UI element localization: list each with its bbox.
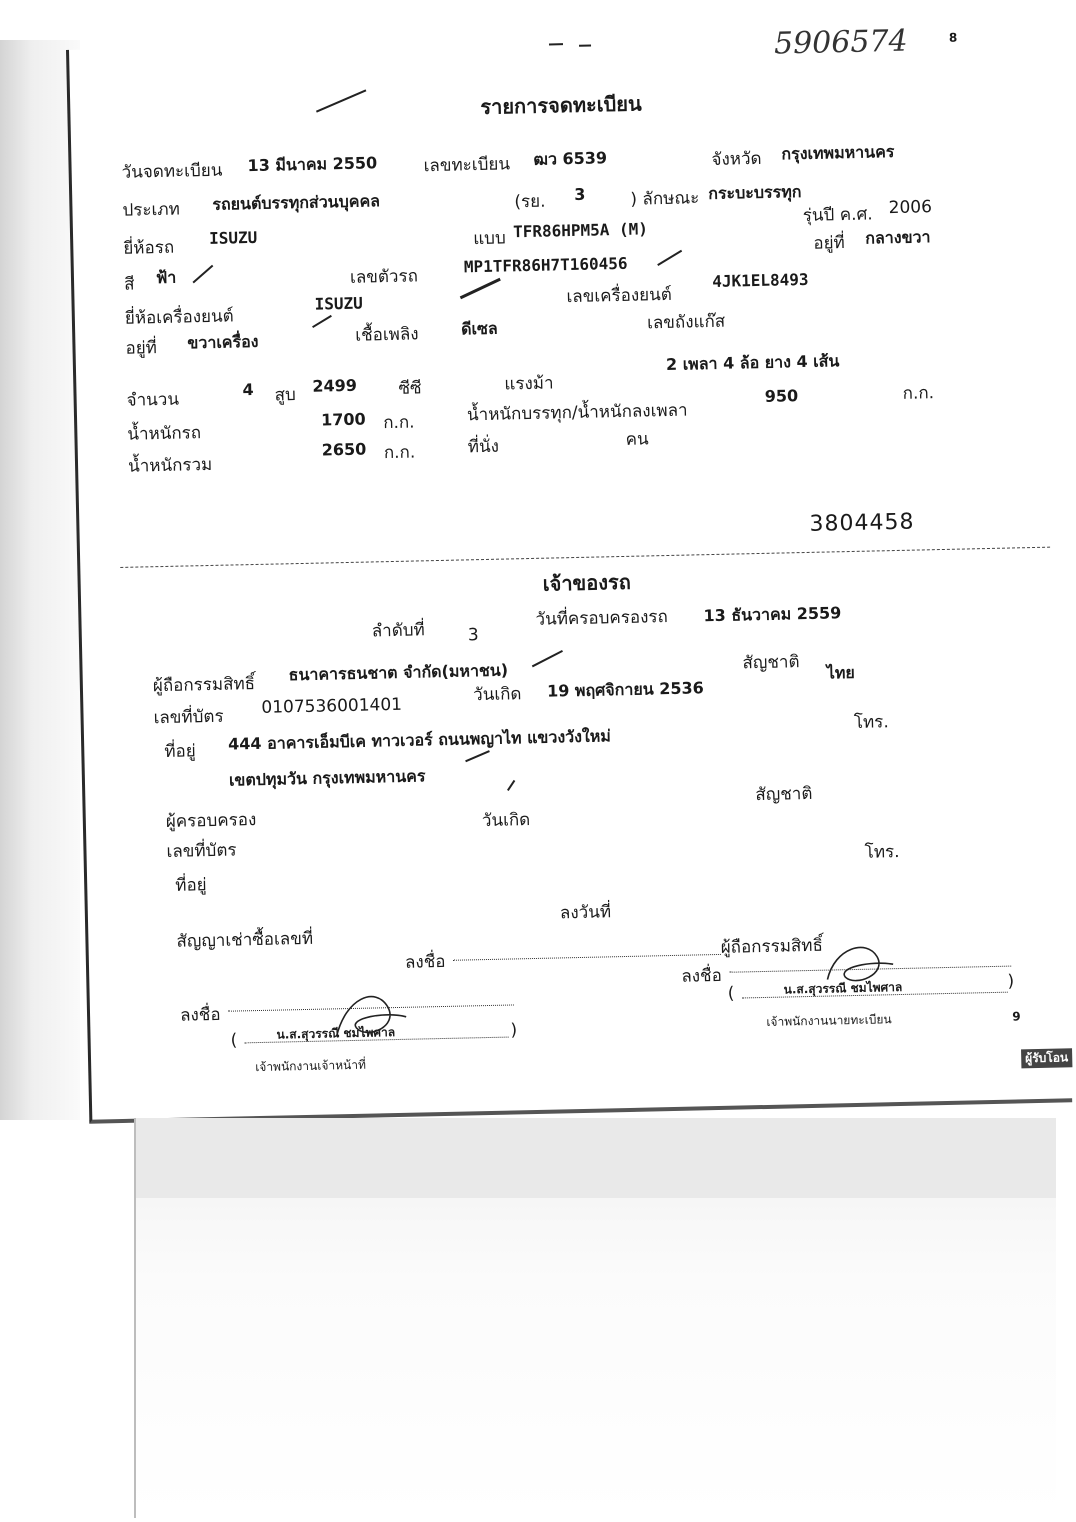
province-value: กรุงเทพมหานคร [781,141,895,164]
phone2-label: โทร. [864,842,900,863]
nationality2-label: สัญชาติ [755,783,813,806]
registration-page [66,23,1072,1124]
section-divider [120,547,1050,568]
province-label: จังหวัด [711,148,762,170]
weight-value: 1700 [320,409,366,430]
address-label: ที่อยู่ [164,741,196,763]
position-label: อยู่ที่ [813,233,846,254]
weight-label: น้ำหนักรถ [127,423,202,445]
seat-label: ที่นั่ง [467,436,500,458]
cc-value: 2499 [312,375,358,396]
gross-unit: ก.ก. [383,442,416,464]
reg-date-value: 13 มีนาคม 2550 [247,153,378,176]
sign-date-label: ลงวันที่ [559,902,612,924]
right-paren-close: ) [1007,971,1015,992]
card-value: 0107536001401 [261,694,403,718]
scan-mark [549,43,563,45]
gross-label: น้ำหนักรวม [127,454,213,477]
left-signature-scribble [326,987,417,1049]
order-label: ลำดับที่ [371,620,425,642]
owner-title: เจ้าของรถ [542,569,632,596]
engine-no-label: เลขเครื่องยนต์ [566,284,673,308]
left-officer-name: น.ส.สุวรรณี ชมไพศาล [276,1025,396,1042]
right-officer-name: น.ส.สุวรรณี ชมไพศาล [783,979,903,997]
characteristic-value: กระบะบรรทุก [708,181,802,204]
gas-tank-label: เลขถังแก๊ส [646,311,726,334]
cylinder-label: สูบ [274,385,296,406]
seat-unit: คน [625,429,649,450]
engine-pos-value: ขวาเครื่อง [187,331,259,353]
card-label: เลขที่บัตร [153,706,224,729]
left-paren-close: ) [510,1020,518,1041]
weight-unit: ก.ก. [382,412,415,434]
possession-label: วันที่ครอบครองรถ [535,607,669,630]
color-label: สี [123,274,135,295]
scan-shadow-strip [136,1118,1056,1198]
ry-value: 3 [574,184,586,204]
type-label: ประเภท [122,199,181,221]
engine-brand-label: ยี่ห้อเครื่องยนต์ [124,306,234,329]
fuel-label: เชื้อเพลิง [355,324,419,346]
engine-brand-value: ISUZU [314,293,363,314]
chassis-value: MP1TFR86H7T160456 [463,253,628,277]
check-mark [316,89,366,112]
fuel-value: ดีเซล [460,318,498,339]
engine-no-value: 4JK1EL8493 [711,269,809,291]
sign-label: ลงชื่อ [404,951,446,973]
address-value: 444 อาคารเอ็มบีเค ทาวเวอร์ ถนนพญาไท แขวงวังใหม่ [227,726,612,754]
plate-label: เลขทะเบียน [423,154,511,177]
right-officer-role: เจ้าพนักงานนายทะเบียน [766,1012,892,1029]
page-number-bottom: 9 [1012,1009,1021,1024]
phone-label: โทร. [853,712,889,733]
model-label: แบบ [473,228,506,250]
load-value: 950 [764,386,799,406]
nationality-label: สัญชาติ [742,652,800,674]
page-number-top: 8 [948,30,958,45]
address2-label: ที่อยู่ [175,875,207,896]
gross-value: 2650 [321,439,367,460]
horsepower-label: แรงม้า [504,373,554,395]
card2-label: เลขที่บัตร [166,840,237,862]
reg-date-label: วันจดทะเบียน [121,160,223,183]
birth2-label: วันเกิด [481,810,531,832]
right-signature-scribble [819,938,900,1000]
left-officer-role: เจ้าพนักงานเจ้าหน้าที่ [255,1057,367,1075]
left-sign-label: ลงชื่อ [179,1004,221,1026]
scan-shadow-left [0,40,80,1120]
load-label: น้ำหนักบรรทุก/น้ำหนักลงเพลา [466,400,688,426]
order-value: 3 [467,625,479,646]
right-paren-open: ( [727,983,735,1004]
check-mark [507,780,515,791]
check-mark [312,315,332,328]
birth-label: วันเกิด [472,684,522,706]
ry-label: (รย. [514,191,546,213]
registration-title: รายการจดทะเบียน [480,91,642,119]
chassis-label: เลขตัวรถ [349,266,419,288]
birth-value: 19 พฤศจิกายน 2536 [546,678,704,701]
engine-pos-label: อยู่ที่ [125,338,158,359]
check-mark [460,278,501,299]
plate-value: ฒว 6539 [533,148,608,169]
address-value-line2: เขตปทุมวัน กรุงเทพมหานคร [228,766,426,790]
sign-holder-suffix: ผู้ถือกรรมสิทธิ์ [720,935,824,958]
cc-label: ซีซี [398,378,422,399]
hire-purchase-label: สัญญาเช่าซื้อเลขที่ [176,928,314,952]
load-unit: ก.ก. [902,383,935,404]
year-value: 2006 [888,197,933,219]
count-label: จำนวน [126,389,180,411]
check-mark [192,265,213,284]
count-value: 4 [242,379,254,400]
holder-label: ผู้ถือกรรมสิทธิ์ [152,674,256,697]
type-value: รถยนต์บรรทุกส่วนบุคคล [212,191,381,214]
brand-label: ยี่ห้อรถ [123,237,175,259]
nationality-value: ไทย [826,662,855,683]
position-value: กลางขวา [865,227,931,248]
left-paren-open: ( [230,1030,238,1051]
lower-blank-area [134,1118,1056,1518]
check-mark [657,250,682,266]
characteristic-label: ) ลักษณะ [630,188,700,210]
signature-line [453,954,721,961]
check-mark [532,650,563,667]
possession-value: 13 ธันวาคม 2559 [703,603,842,626]
stamp-number: 3804458 [809,509,915,537]
brand-value: ISUZU [208,227,258,248]
year-label: รุ่นปี ค.ศ. [802,204,873,226]
possessor-label: ผู้ครอบครอง [165,810,257,833]
footer-tab: ผู้รับโอน [1021,1048,1072,1068]
right-sign-label: ลงชื่อ [681,965,723,987]
color-value: ฟ้า [155,267,177,288]
holder-value: ธนาคารธนชาต จำกัด(มหาชน) [288,660,509,685]
axle-value: 2 เพลา 4 ล้อ ยาง 4 เส้น [665,351,840,374]
handwritten-doc-number: 5906574 [773,23,908,62]
model-value: TFR86HPM5A (M) [512,219,649,242]
scan-mark [579,45,591,47]
